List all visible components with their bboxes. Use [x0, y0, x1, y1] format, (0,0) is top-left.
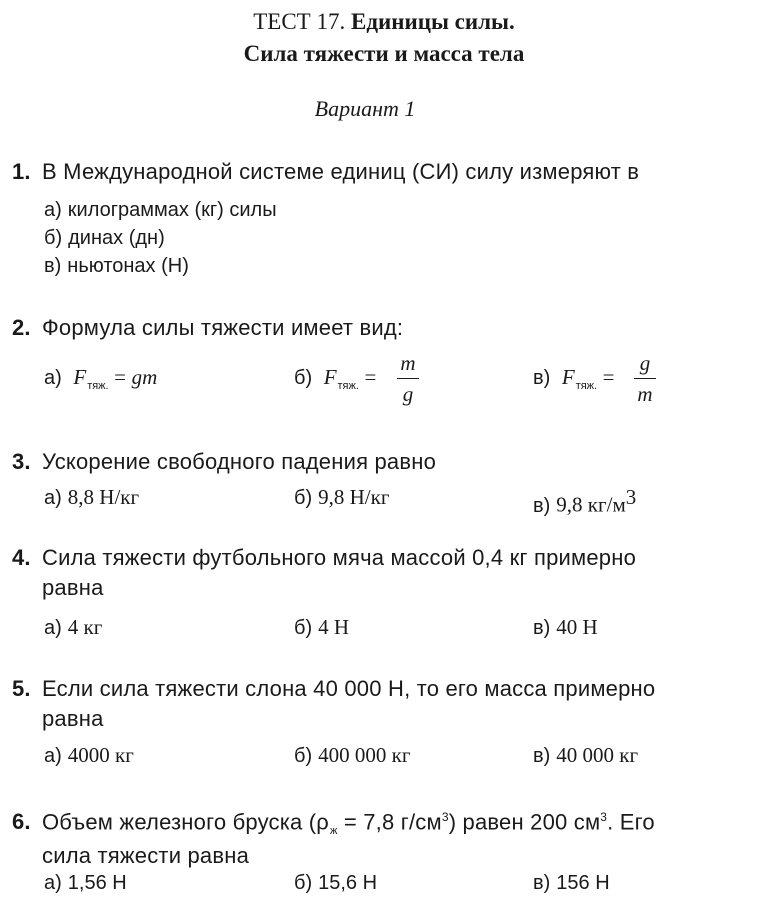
- option-2c[interactable]: [533, 364, 615, 394]
- superscript: 3: [625, 485, 637, 509]
- option-label: а): [44, 617, 62, 639]
- formula-subscript: тяж.: [87, 380, 109, 392]
- test-title: Единицы силы.: [350, 9, 515, 34]
- option-label: в): [533, 367, 551, 389]
- fraction-bar: [397, 378, 419, 379]
- question-text: Если сила тяжести слона 40 000 Н, то его масса примерно: [42, 676, 656, 701]
- option-1b[interactable]: [44, 225, 165, 251]
- option-text: 400 000 кг: [318, 743, 411, 767]
- option-6c[interactable]: [533, 870, 610, 896]
- fraction-denominator: m: [637, 382, 653, 406]
- question-number: 4.: [12, 545, 31, 570]
- option-text: ньютонах (Н): [67, 255, 189, 277]
- option-text: 4000 кг: [67, 743, 134, 767]
- formula-subscript: тяж.: [575, 380, 598, 392]
- option-2b[interactable]: [294, 364, 376, 394]
- option-text: 15,6 Н: [318, 872, 378, 894]
- question-2: [12, 313, 717, 343]
- option-text: 8,8 Н/кг: [67, 485, 140, 509]
- question-text-continued: сила тяжести равна: [42, 843, 250, 869]
- question-text: Формула силы тяжести имеет вид:: [42, 315, 404, 340]
- option-label: а): [44, 872, 62, 894]
- option-5c[interactable]: [533, 742, 638, 769]
- option-label: б): [294, 487, 313, 509]
- formula-f: F: [561, 365, 575, 389]
- option-label: в): [533, 872, 551, 894]
- option-text: 4 кг: [67, 615, 103, 639]
- question-number: 1.: [12, 159, 31, 184]
- option-label: б): [44, 227, 63, 249]
- option-text: 9,8 Н/кг: [318, 485, 390, 509]
- question-text: В Международной системе единиц (СИ) силу измеряют в: [42, 159, 640, 184]
- option-4a[interactable]: [44, 614, 102, 641]
- formula-f: F: [323, 365, 337, 389]
- option-text: динах (дн): [68, 227, 165, 249]
- formula-equals: =: [602, 365, 615, 389]
- question-1: [12, 157, 717, 187]
- question-6: [12, 802, 717, 871]
- option-label: б): [294, 745, 313, 767]
- question-number: 5.: [12, 676, 31, 701]
- question-number: 2.: [12, 315, 31, 340]
- option-text: 4 Н: [318, 615, 350, 639]
- fraction-numerator: g: [639, 351, 651, 375]
- density-subscript: ж: [330, 825, 338, 838]
- superscript: 3: [600, 810, 608, 824]
- question-3: [12, 447, 717, 477]
- question-number: 3.: [12, 449, 31, 474]
- formula-rhs: gm: [131, 365, 158, 389]
- option-label: в): [533, 617, 551, 639]
- option-6a[interactable]: [44, 870, 127, 896]
- test-number: ТЕСТ 17.: [253, 9, 346, 34]
- option-label: в): [44, 255, 62, 277]
- option-4b[interactable]: [294, 614, 349, 641]
- test-heading: [0, 8, 768, 36]
- question-text: Сила тяжести футбольного мяча массой 0,4 кг примерно: [42, 545, 637, 570]
- question-text-continued: равна: [42, 706, 104, 731]
- fraction-numerator: m: [400, 351, 416, 375]
- option-1c[interactable]: [44, 253, 189, 279]
- option-5a[interactable]: [44, 742, 134, 769]
- superscript: 3: [441, 810, 449, 824]
- option-6b[interactable]: [294, 870, 377, 896]
- question-text: Объем железного бруска (ρ: [42, 809, 330, 835]
- fraction-denominator: g: [402, 382, 414, 406]
- option-3a[interactable]: [44, 484, 139, 511]
- option-label: а): [44, 367, 62, 389]
- variant-label: Вариант 1: [314, 96, 416, 121]
- option-3b[interactable]: [294, 484, 389, 511]
- question-4: [12, 543, 717, 603]
- question-5: [12, 674, 717, 734]
- option-label: в): [533, 494, 551, 517]
- option-text: 9,8 кг/м: [556, 492, 626, 517]
- question-text-continued: равна: [42, 575, 104, 600]
- option-text: 156 Н: [556, 872, 610, 894]
- fraction-bar: [634, 378, 656, 379]
- question-text-b: = 7,8 г/см: [337, 809, 442, 835]
- test-subtitle: Сила тяжести и масса тела: [243, 41, 525, 66]
- option-text: 40 Н: [556, 615, 598, 639]
- option-label: б): [294, 617, 313, 639]
- option-label: в): [533, 745, 551, 767]
- question-number: 6.: [12, 809, 31, 835]
- option-4c[interactable]: [533, 614, 598, 641]
- option-5b[interactable]: [294, 742, 410, 769]
- option-text: 1,56 Н: [67, 872, 127, 894]
- option-label: б): [294, 872, 313, 894]
- option-label: а): [44, 487, 62, 509]
- question-text-c: ) равен 200 см: [448, 809, 601, 835]
- formula-equals: =: [364, 365, 377, 389]
- option-label: а): [44, 199, 62, 221]
- formula-equals: =: [114, 365, 127, 389]
- option-text: 40 000 кг: [556, 743, 639, 767]
- formula-subscript: тяж.: [337, 380, 359, 392]
- option-text: килограммах (кг) силы: [67, 199, 277, 221]
- option-3c[interactable]: [533, 484, 636, 519]
- question-text-d: . Его: [607, 809, 655, 835]
- option-label: а): [44, 745, 62, 767]
- option-2a[interactable]: [44, 364, 157, 394]
- option-label: б): [294, 367, 313, 389]
- option-1a[interactable]: [44, 197, 277, 223]
- question-text: Ускорение свободного падения равно: [42, 449, 437, 474]
- formula-f: F: [73, 365, 87, 389]
